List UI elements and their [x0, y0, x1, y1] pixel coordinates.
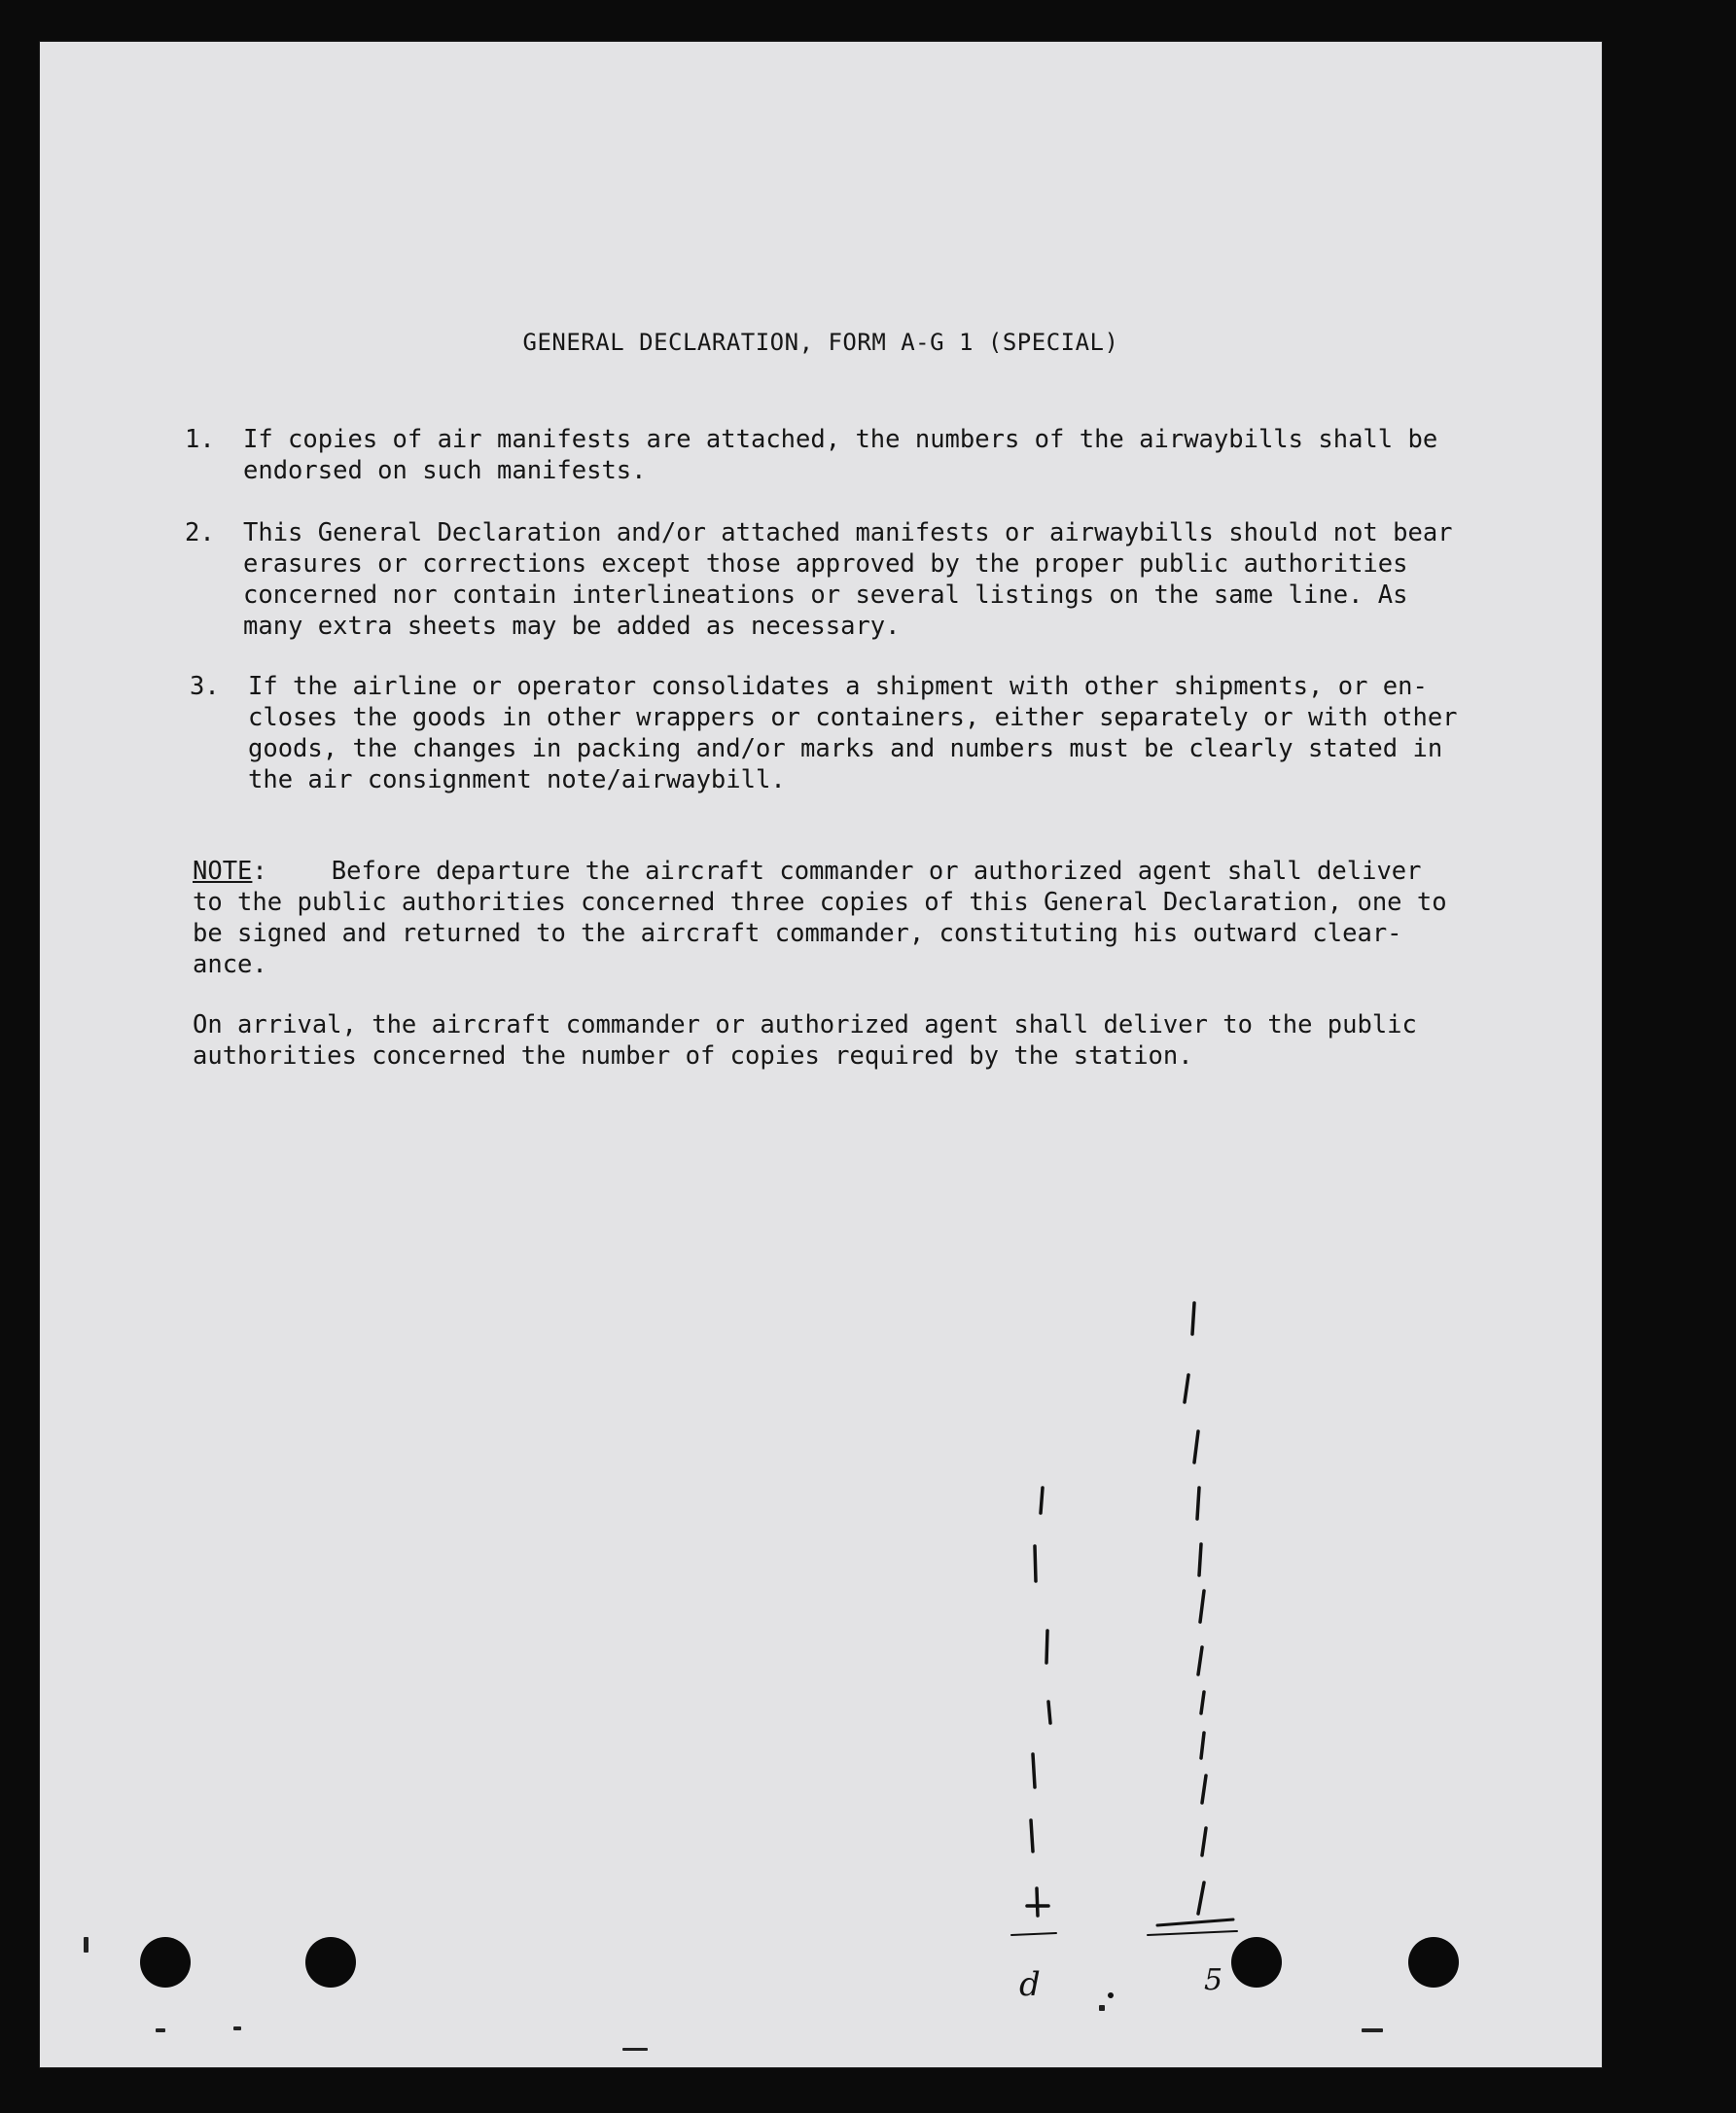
item-line: erasures or corrections except those approved by the proper public authorities — [243, 549, 1408, 579]
tally-stroke — [1035, 1546, 1036, 1581]
tally-label-left: d — [1019, 1965, 1041, 2004]
tally-stroke — [1048, 1702, 1050, 1723]
tally-stroke — [1201, 1692, 1204, 1713]
tally-stroke — [1198, 1883, 1204, 1914]
item-line: closes the goods in other wrappers or containers, either separately or with other — [248, 703, 1458, 732]
item-number: 1. — [185, 425, 215, 454]
tally-stroke — [1202, 1776, 1206, 1803]
tally-underline — [1011, 1933, 1056, 1935]
tally-dot — [1108, 1992, 1114, 1998]
note-line: to the public authorities concerned three copies of this General Declaration, one to — [193, 888, 1447, 917]
tally-stroke — [1197, 1488, 1199, 1519]
item-line: concerned nor contain interlineations or several listings on the same line. As — [243, 581, 1408, 610]
tally-stroke — [1033, 1754, 1035, 1787]
tally-stroke — [1199, 1544, 1201, 1575]
form-title: GENERAL DECLARATION, FORM A-G 1 (SPECIAL) — [522, 329, 1119, 356]
tally-stroke — [1201, 1733, 1204, 1758]
handwritten-tally-marks — [39, 41, 1603, 2068]
item-number: 3. — [190, 672, 220, 701]
note-line: be signed and returned to the aircraft commander, constituting his outward clear- — [193, 919, 1402, 948]
item-number: 2. — [185, 518, 215, 547]
item-line: the air consignment note/airwaybill. — [248, 765, 786, 794]
arrival-line: authorities concerned the number of copies required by the station. — [193, 1041, 1193, 1071]
tally-stroke — [1192, 1303, 1194, 1334]
item-line: This General Declaration and/or attached manifests or airwaybills should not bear — [243, 518, 1453, 547]
tally-stroke — [1185, 1375, 1188, 1402]
tally-stroke — [1200, 1591, 1204, 1622]
tally-stroke — [1031, 1820, 1033, 1851]
tally-stroke — [1198, 1647, 1202, 1674]
tally-underline — [1157, 1919, 1233, 1925]
note-line: Before departure the aircraft commander or authorized agent shall deliver — [331, 857, 1422, 886]
tally-underline — [1148, 1931, 1237, 1935]
document-page — [39, 41, 1603, 2068]
tally-label-right: 5 — [1204, 1963, 1223, 1997]
item-line: endorsed on such manifests. — [243, 456, 647, 485]
tally-stroke — [1027, 1888, 1048, 1916]
tally-stroke — [1046, 1631, 1047, 1663]
note-colon: : — [252, 857, 267, 886]
note-label: NOTE — [193, 857, 253, 886]
item-line: goods, the changes in packing and/or marks and numbers must be clearly stated in — [248, 734, 1443, 763]
tally-stroke — [1041, 1488, 1043, 1513]
tally-stroke — [1202, 1828, 1206, 1855]
item-line: many extra sheets may be added as necessary. — [243, 612, 901, 641]
note-line: ance. — [193, 950, 267, 979]
item-line: If the airline or operator consolidates a shipment with other shipments, or en- — [248, 672, 1428, 701]
tally-stroke — [1194, 1431, 1198, 1462]
item-line: If copies of air manifests are attached, the numbers of the airwaybills shall be — [243, 425, 1438, 454]
arrival-line: On arrival, the aircraft commander or authorized agent shall deliver to the public — [193, 1010, 1417, 1039]
